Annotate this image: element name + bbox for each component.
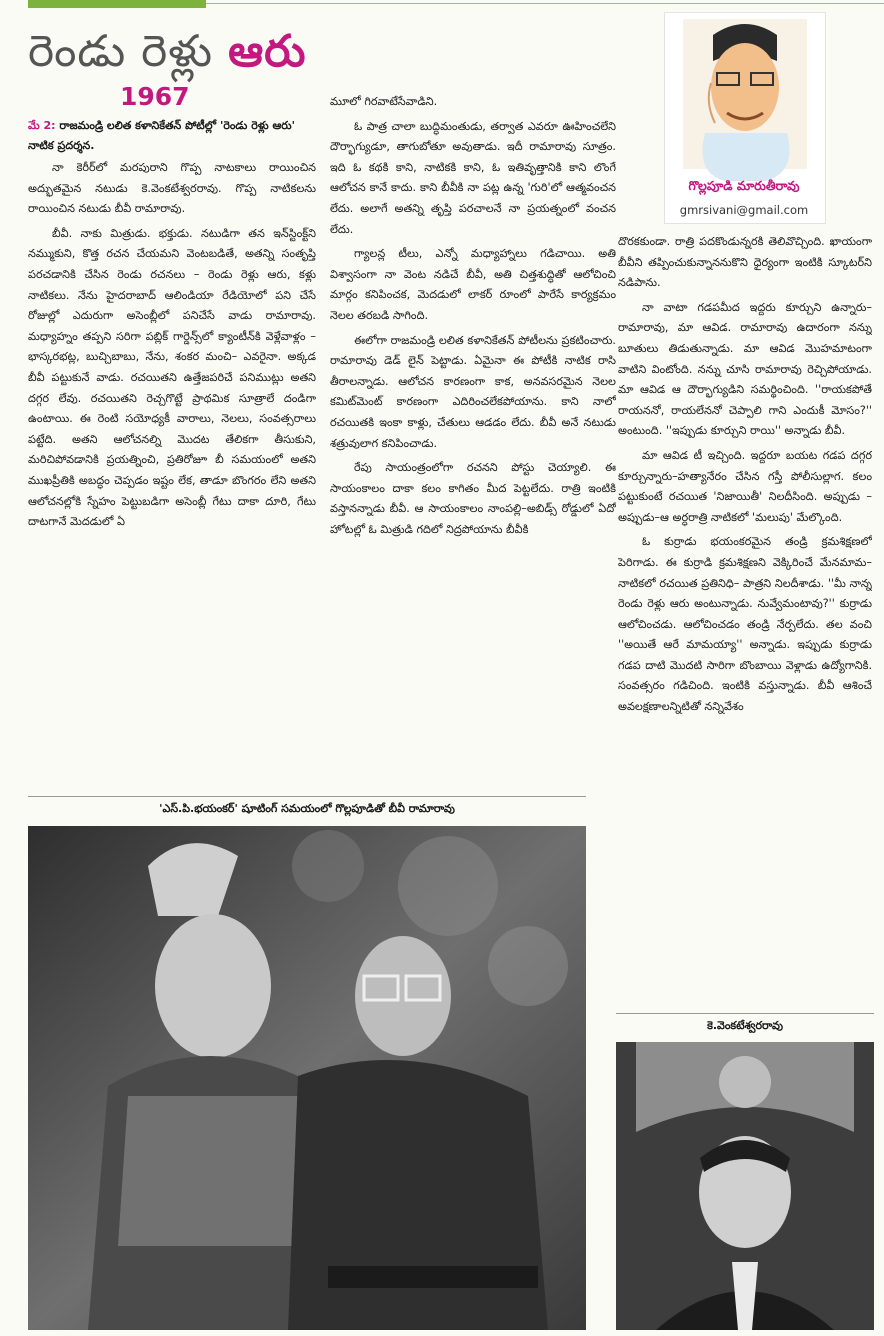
- article-year: 1967: [120, 82, 190, 111]
- author-name: గొల్లపూడి మారుతీరావు: [688, 178, 800, 193]
- author-email[interactable]: gmrsivani@gmail.com: [679, 203, 809, 217]
- photo-two-men-icon: [28, 826, 586, 1330]
- paragraph: గ్యాలన్ల టీలు, ఎన్నో మధ్యాహ్నాలు గడిచాయి. అతి విశ్వాసంగా నా వెంట నడిచే బీవీ, అతి చిత్తశుద్ధితో ఆలోచించి మార్గం కనిపించక, మెదడులో లాకర్ రూంలో పారేసే కార్యక్రమం నెలల తరబడి సాగింది.: [330, 247, 616, 322]
- main-photo-caption: 'ఎస్.పి.భయంకర్' షూటింగ్ సమయంలో గొల్లపూడితో బీవీ రామారావు: [159, 802, 455, 815]
- paragraph: ఓ పాత్ర చాలా బుద్ధిమంతుడు, తర్వాత ఎవరూ ఊహించలేని దౌర్భాగ్యుడూ, తాగుబోతూ అవుతాడు. ఇదీ రామారావు సూత్రం. ఇది ఓ కథకి కాని, నాటికకి కాని, ఓ ఇతివృత్తానికి కాని లొంగే ఆలోచన కానే కాదు. కాని బీవీకి నా పట్ల ఉన్న 'గురి'లో ఆత్మవంచన లేదు. అలాగే అతన్ని తృప్తి పరచాలనే నా ప్రయత్నంలో వంచన లేదు.: [330, 119, 616, 236]
- top-accent-bar: [28, 0, 206, 8]
- article-title: [28, 22, 307, 82]
- paragraph: ఈలోగా రాజమండ్రి లలిత కళానికేతన్ పోటీలను ప్రకటించారు. రామారావు డెడ్ లైన్ పెట్టాడు. ఏమైనా ఈ పోటీకి నాటిక రాసి తీరాలన్నాడు. ఆలోచన కారణంగా కాక, అనవసరమైన నెలల కమిట్‌మెంట్ కారణంగా ఎదిరించలేకపోయాను. కాని నాలో రచయితకి ఇంకా కాళ్లు, చేతులు ఆడడం లేదు. బీవీ అనే నటుడు శత్రువులాగ కనిపించాడు.: [330, 333, 616, 450]
- subtitle-text: రాజమండ్రి లలిత కళానికేతన్ పోటీల్లో 'రెండు రెళ్లు ఆరు' నాటిక ప్రదర్శన.: [28, 119, 295, 152]
- photo-portrait-icon: [616, 1042, 874, 1330]
- author-caricature-icon: [665, 13, 825, 183]
- paragraph: మా ఆవిడ టీ ఇచ్చింది. ఇద్దరూ బయట గడప దగ్గర కూర్చున్నారు–హత్యానేరం చేసిన గస్తీ పోలీసుల్లాగ. కలం పట్టుకుంటే రచయిత 'నిజాయితీ' నిలదీసింది. అప్పుడు –అప్పుడు–ఆ అర్ధరాత్రి నాటికలో 'మలుపు' మేల్కొంది.: [618, 448, 872, 524]
- title-highlight: ఆరు: [228, 26, 307, 77]
- main-photo: [28, 826, 586, 1330]
- paragraph: రేపు సాయంత్రంలోగా రచనని పోస్టు చెయ్యాలి. ఈ సాయంకాలం దాకా కలం కాగితం మీద పెట్టలేదు. రాత్రి ఇంటికి వస్తానన్నాడు బీవీ. ఆ సాయంకాలం నాంపల్లి–అబిడ్స్ రోడ్డులో ఏదో హోటల్లో ఓ మిత్రుడి గదిలో నిద్రపోయాను బీవీకి: [330, 461, 616, 536]
- subtitle-date: మే 2:: [28, 119, 56, 132]
- caption-rule: [616, 1013, 874, 1014]
- paragraph: ఓ కుర్రాడు భయంకరమైన తండ్రి క్రమశిక్షణలో పెరిగాడు. ఈ కుర్రాడి క్రమశిక్షణని వెక్కిరించే మేనమామ– నాటికలో రచయిత ప్రతినిధి– పాత్రని నిలదీశాడు. ''మీ నాన్న రెండు రెళ్లు ఆరు అంటున్నాడు. నువ్వేమంటావు?'' కుర్రాడు ఆలోచించడు. ఆలోచించడం తండ్రి నేర్పలేదు. తల వంచి ''అయితే ఆరే మామయ్యా'' అన్నాడు. ఇప్పుడు కుర్రాడు గడప దాటి మొదటి సారిగా బొంబాయి వెళ్లాడు ఉద్యోగానికి. సంవత్సరం గడిచింది. ఇంటికి వస్తున్నాడు. బీవీ ఆశించే అవలక్షణాలన్నిటితో నన్నివేశం: [618, 535, 872, 714]
- column-3: [618, 232, 872, 1002]
- paragraph: దొరకకుండా. రాత్రి పదకొండున్నరకి తెలివొచ్చింది. ఖాయంగా బీవీని తప్పించుకున్నాననుకొని ధైర్యంగా ఇంటికి స్కూటర్‌ని నడిపాను.: [618, 235, 872, 290]
- paragraph: నా వాటా గడపమీద ఇద్దరు కూర్చుని ఉన్నారు–రామారావు, మా ఆవిడ. రామారావు ఉదారంగా నన్ను బూతులు తిడుతున్నాడు. మా ఆవిడ మొహమాటంగా వాటిని వింటోంది. నన్ను చూసి రామారావు రెచ్చిపోయాడు. మా ఆవిడ ఆ దౌర్భాగ్యుడిని సమర్థించింది. ''రాయకపోతే రాయననో, రాయలేననో చెప్పాలి గాని ఎందుకీ మోసం?'' అంటుంది. ''ఇప్పుడు కూర్చుని రాయి'' అన్నాడు బీవీ.: [618, 300, 872, 438]
- column-2: [330, 92, 616, 794]
- title-main: రెండు రెళ్లు: [28, 26, 214, 77]
- paragraph: మూలో గిరవాటేసేవాడిని.: [330, 95, 438, 108]
- top-rule: [206, 3, 884, 4]
- caption-rule: [28, 796, 586, 797]
- column-1: [28, 158, 316, 794]
- article-subtitle: [28, 116, 316, 156]
- side-photo-caption: కె.వెంకటేశ్వరరావు: [707, 1019, 783, 1032]
- paragraph: నా కెరీర్‌లో మరపురాని గొప్ప నాటకాలు రాయించిన అద్భుతమైన నటుడు కె.వెంకటేశ్వరరావు. గొప్ప నాటికలను రాయించిన నటుడు బీవీ రామారావు.: [28, 161, 316, 216]
- paragraph: బీవీ. నాకు మిత్రుడు. భక్తుడు. నటుడిగా తన ఇన్‌స్టింక్ట్‌ని నమ్ముకుని, కొత్త రచన చేయమని వెంటబడితే, అతన్ని సంతృప్తి పరచడానికి చేసిన రెండు రచనలు – రెండు రెళ్లు ఆరు, కళ్లు నాటికలు. నేను హైదరాబాద్ ఆలిండియా రేడియోలో పని చేసే రోజుల్లో ఎదురుగా అసెంబ్లీలో పనిచేసే వాడు రామారావు. మధ్యాహ్నం తప్పని సరిగా పబ్లిక్ గార్డెన్స్‌లో క్యాంటీన్‌కి వెళ్లేవాళ్లం –భాస్కరభట్ల, బుచ్చిబాబు, నేను, శంకర మంచి– ఎవరైనా. అక్కడ బీవీ పట్టుకునే వాడు. రచయితని ఉత్తేజపరిచే పనిముట్లు అతని దగ్గర లేవు. రచయితని రెచ్చగొట్టే ప్రాథమిక సూత్రాలే దండిగా ఉంటాయి. ఈ రెంటి సయోధ్యకీ వారాలు, నెలలు, సంవత్సరాలు పట్టేది. అతని ఆలోచనల్ని మొదట తేలికగా తీసుకుని, మరిచిపోవడానికి ప్రయత్నించి, ప్రతిరోజూ బీ సమయంలో అతని ముఖప్రీతికి అబద్ధం చెప్పడం ఇష్టం లేక, తాడూ బొంగరం లేని అతని ఆలోచనల్లోకి స్నేహం పెట్టుబడిగా అసెంబ్లీ గేటు దాకా దూరి, గేటు దాటగానే మెదడులో ఏ: [28, 226, 316, 529]
- side-photo: [616, 1042, 874, 1330]
